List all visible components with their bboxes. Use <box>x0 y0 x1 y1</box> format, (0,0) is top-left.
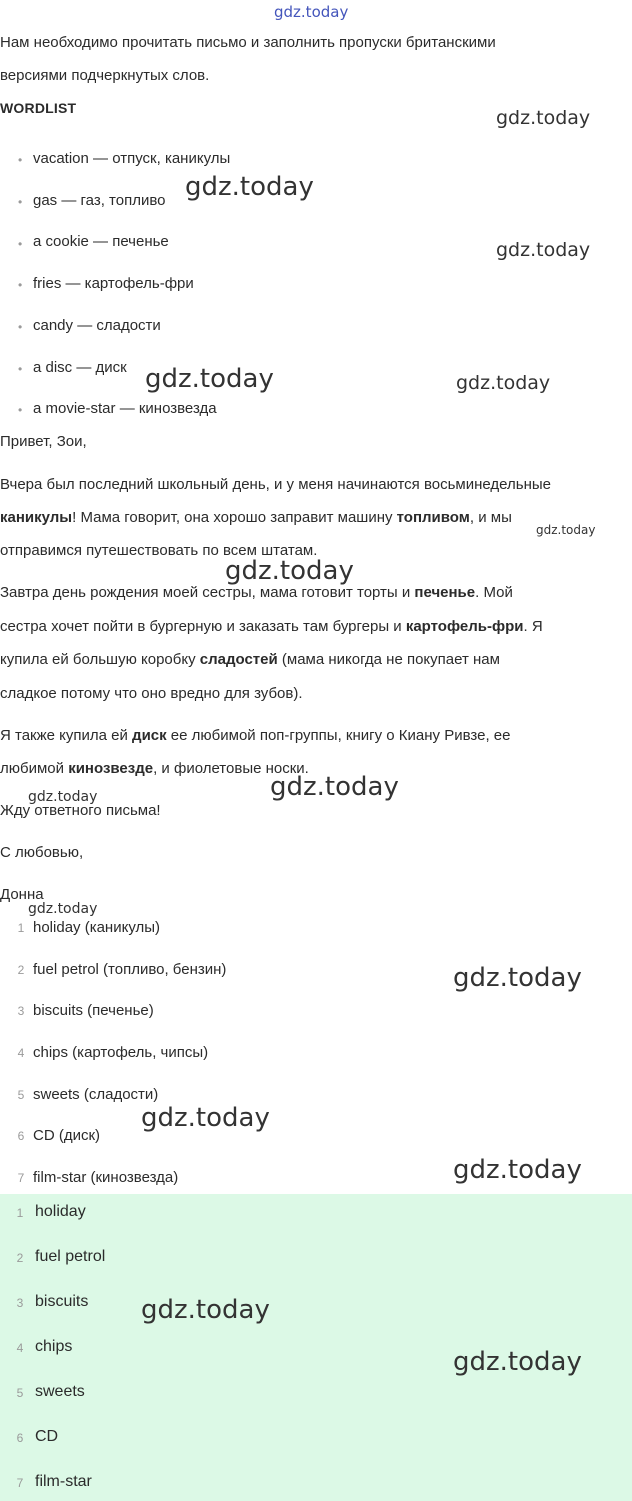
letter-line: сладкое потому что оно вредно для зубов). <box>0 685 303 702</box>
watermark: gdz.today <box>453 963 582 993</box>
list-item: gas — газ, топливо <box>33 192 166 209</box>
watermark: gdz.today <box>28 789 98 805</box>
watermark: gdz.today <box>270 772 399 802</box>
item-number: 7 <box>16 1476 24 1490</box>
highlighted-word: сладостей <box>199 651 278 668</box>
highlighted-word: картофель-фри <box>405 618 524 635</box>
letter-line: С любовью, <box>0 844 84 861</box>
item-number: 2 <box>17 963 25 977</box>
watermark: gdz.today <box>496 107 591 129</box>
highlighted-word: диск <box>132 727 167 744</box>
letter-line: купила ей большую коробку сладостей (мама никогда не покупает нам <box>0 651 500 668</box>
item-number: 3 <box>16 1296 24 1310</box>
item-number: 4 <box>17 1046 25 1060</box>
bullet-icon: • <box>18 237 23 251</box>
watermark: gdz.today <box>141 1295 270 1325</box>
item-number: 6 <box>17 1129 25 1143</box>
list-item: a movie-star — кинозвезда <box>33 400 217 417</box>
watermark: gdz.today <box>28 901 98 917</box>
bullet-icon: • <box>18 195 23 209</box>
highlighted-word: топливом <box>396 509 470 526</box>
highlighted-word: печенье <box>414 584 476 601</box>
list-item: fries — картофель-фри <box>33 275 194 292</box>
item-number: 2 <box>16 1251 24 1265</box>
watermark: gdz.today <box>496 239 591 261</box>
list-item: a cookie — печенье <box>33 233 169 250</box>
list-item: chips (картофель, чипсы) <box>33 1044 209 1061</box>
answer-item: biscuits <box>35 1293 89 1310</box>
letter-line: Жду ответного письма! <box>0 802 161 819</box>
instruction-text: Нам необходимо прочитать письмо и заполнить пропуски британскими <box>0 34 496 51</box>
list-item: CD (диск) <box>33 1127 101 1144</box>
list-item: fuel petrol (топливо, бензин) <box>33 961 227 978</box>
item-number: 1 <box>17 921 25 935</box>
letter-signature: Донна <box>0 886 44 903</box>
watermark: gdz.today <box>141 1103 270 1133</box>
answer-item: fuel petrol <box>35 1248 106 1265</box>
watermark: gdz.today <box>145 364 274 394</box>
list-item: sweets (сладости) <box>33 1086 159 1103</box>
bullet-icon: • <box>18 403 23 417</box>
bullet-icon: • <box>18 153 23 167</box>
list-item: candy — сладости <box>33 317 161 334</box>
item-number: 5 <box>16 1386 24 1400</box>
highlighted-word: кинозвезде <box>68 760 154 777</box>
bullet-icon: • <box>18 320 23 334</box>
item-number: 5 <box>17 1088 25 1102</box>
wordlist-heading: WORDLIST <box>0 100 77 116</box>
item-number: 3 <box>17 1004 25 1018</box>
letter-line: Я также купила ей диск ее любимой поп-группы, книгу о Киану Ривзе, ее <box>0 727 511 744</box>
letter-line: отправимся путешествовать по всем штатам. <box>0 542 318 559</box>
list-item: film-star (кинозвезда) <box>33 1169 179 1186</box>
letter-line: Вчера был последний школьный день, и у меня начинаются восьминедельные <box>0 476 551 493</box>
watermark: gdz.today <box>456 372 551 394</box>
watermark: gdz.today <box>225 556 354 586</box>
answer-item: chips <box>35 1338 73 1355</box>
list-item: holiday (каникулы) <box>33 919 161 936</box>
item-number: 6 <box>16 1431 24 1445</box>
watermark: gdz.today <box>536 523 596 537</box>
letter-line: сестра хочет пойти в бургерную и заказать там бургеры и картофель-фри. Я <box>0 618 543 635</box>
answer-item: film-star <box>35 1473 92 1490</box>
answer-item: CD <box>35 1428 59 1445</box>
bullet-icon: • <box>18 362 23 376</box>
watermark: gdz.today <box>185 172 314 202</box>
letter-line: Завтра день рождения моей сестры, мама готовит торты и печенье. Мой <box>0 584 513 601</box>
letter-line: любимой кинозвезде, и фиолетовые носки. <box>0 760 309 777</box>
answer-item: sweets <box>35 1383 85 1400</box>
list-item: biscuits (печенье) <box>33 1002 154 1019</box>
instruction-text: версиями подчеркнутых слов. <box>0 67 210 84</box>
watermark: gdz.today <box>453 1155 582 1185</box>
item-number: 7 <box>17 1171 25 1185</box>
letter-line: каникулы! Мама говорит, она хорошо заправит машину топливом, и мы <box>0 509 512 526</box>
watermark: gdz.today <box>274 3 349 21</box>
highlighted-word: каникулы <box>0 509 73 526</box>
bullet-icon: • <box>18 278 23 292</box>
list-item: vacation — отпуск, каникулы <box>33 150 231 167</box>
item-number: 4 <box>16 1341 24 1355</box>
letter-greeting: Привет, Зои, <box>0 433 87 450</box>
list-item: a disc — диск <box>33 359 127 376</box>
item-number: 1 <box>16 1206 24 1220</box>
watermark: gdz.today <box>453 1347 582 1377</box>
answer-item: holiday <box>35 1203 86 1220</box>
